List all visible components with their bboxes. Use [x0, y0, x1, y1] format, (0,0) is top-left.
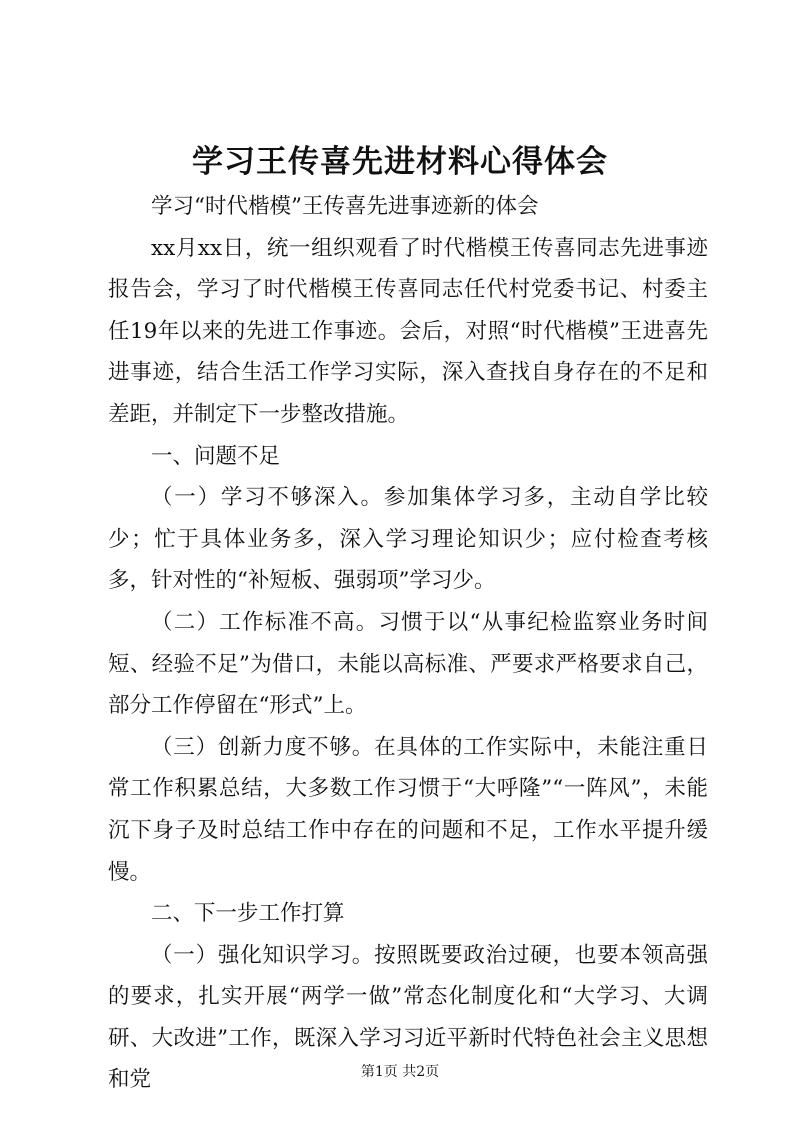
- subtitle-paragraph: 学习“时代楷模”王传喜先进事迹新的体会: [151, 194, 539, 219]
- section-heading-problems: 一、问题不足: [151, 443, 281, 469]
- problem-paragraph-2: （二）工作标准不高。习惯于以“从事纪检监察业务时间短、经验不足”为借口，未能以高标准、严要求严格要求自己，部分工作停留在“形式”上。: [108, 609, 708, 719]
- problem-paragraph-1: （一）学习不够深入。参加集体学习多，主动自学比较少；忙于具体业务多，深入学习理论知识少；应付检查考核多，针对性的“补短板、强弱项”学习少。: [108, 485, 708, 594]
- page-footer: 第1页 共2页: [360, 1064, 440, 1080]
- problem-paragraph-3: （三）创新力度不够。在具体的工作实际中，未能注重日常工作积累总结，大多数工作习惯于“大呼隆”“一阵风”，未能沉下身子及时总结工作中存在的问题和不足，工作水平提升缓慢。: [108, 734, 708, 885]
- section-heading-plans: 二、下一步工作打算: [151, 901, 345, 927]
- document-title: 学习王传喜先进材料心得体会: [192, 144, 608, 180]
- intro-paragraph: xx月xx日，统一组织观看了时代楷模王传喜同志先进事迹报告会，学习了时代楷模王传喜同志任代村党委书记、村委主任19年以来的先进工作事迹。会后，对照“时代楷模”王进喜先进事迹，结合生活工作学习实际，深入查找自身存在的不足和差距，并制定下一步整改措施。: [108, 235, 708, 427]
- document-body: [108, 186, 708, 1101]
- plan-paragraph-1: （一）强化知识学习。按照既要政治过硬，也要本领高强的要求，扎实开展“两学一做”常态化制度化和“大学习、大调研、大改进”工作，既深入学习习近平新时代特色社会主义思想和党: [108, 942, 708, 1093]
